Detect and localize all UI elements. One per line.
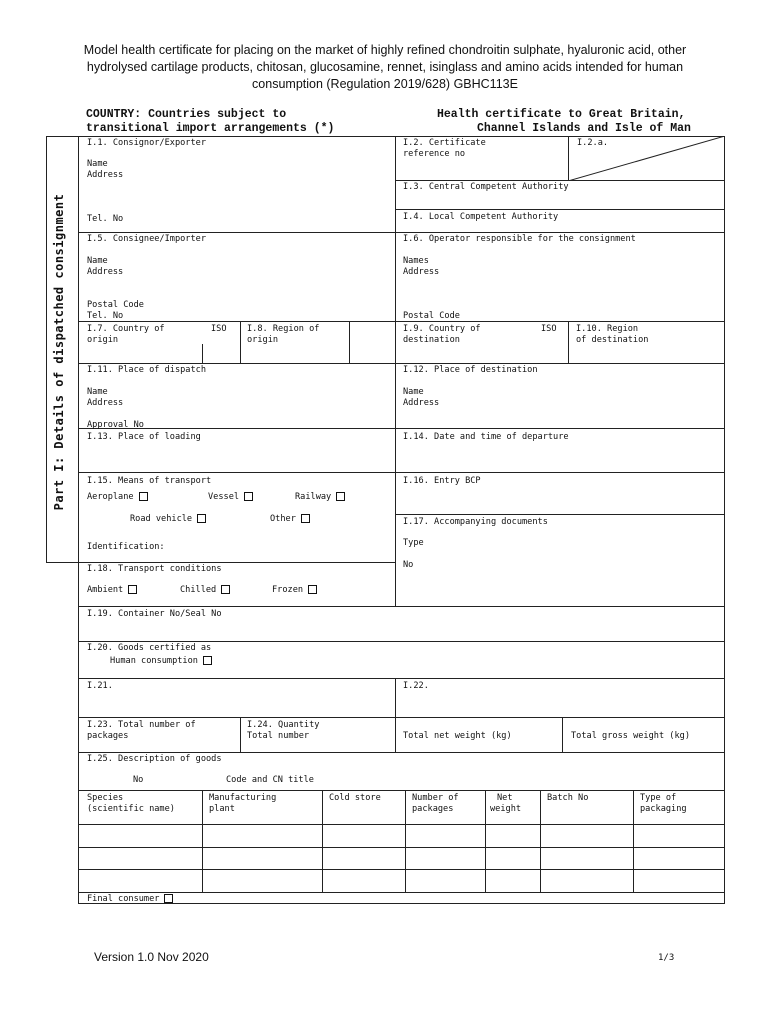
field-i23-label: I.23. Total number of <box>87 720 196 730</box>
part-one-side-label: Part I: Details of dispatched consignment <box>52 193 66 511</box>
field-i2-label: I.2. Certificate <box>403 138 486 148</box>
field-i4-label: I.4. Local Competent Authority <box>403 212 559 222</box>
road-vehicle-checkbox[interactable] <box>197 514 206 523</box>
field-i9-label-2: destination <box>403 335 460 345</box>
field-i1-tel: Tel. No <box>87 214 124 224</box>
col-net-weight: Net <box>497 793 513 803</box>
field-i19-label: I.19. Container No/Seal No <box>87 609 222 619</box>
field-i12-name: Name <box>403 387 424 397</box>
railway-checkbox[interactable] <box>336 492 345 501</box>
transport-vessel[interactable]: Vessel <box>208 492 253 503</box>
field-i11-approval: Approval No <box>87 420 144 430</box>
field-i6-address: Address <box>403 267 440 277</box>
condition-frozen[interactable]: Frozen <box>272 585 317 596</box>
col-species-2: (scientific name) <box>87 804 175 814</box>
version-footer: Version 1.0 Nov 2020 <box>94 950 209 964</box>
field-i21-label: I.21. <box>87 681 113 691</box>
field-i2a-label: I.2.a. <box>577 138 609 148</box>
field-i5-tel: Tel. No <box>87 311 124 321</box>
col-packaging-2: packaging <box>640 804 687 814</box>
field-i9-iso: ISO <box>541 324 557 334</box>
final-consumer-checkbox[interactable] <box>164 894 173 903</box>
col-packaging: Type of <box>640 793 677 803</box>
field-i15-label: I.15. Means of transport <box>87 476 212 486</box>
field-i5-postal: Postal Code <box>87 300 144 310</box>
field-i7-label: I.7. Country of <box>87 324 165 334</box>
field-i12-label: I.12. Place of destination <box>403 365 538 375</box>
field-i3-label: I.3. Central Competent Authority <box>403 182 569 192</box>
col-plant-2: plant <box>209 804 235 814</box>
col-cold-store: Cold store <box>329 793 381 803</box>
col-packages-2: packages <box>412 804 454 814</box>
condition-ambient[interactable]: Ambient <box>87 585 137 596</box>
field-i5-address: Address <box>87 267 124 277</box>
field-i24-label: I.24. Quantity <box>247 720 320 730</box>
field-i5-label: I.5. Consignee/Importer <box>87 234 206 244</box>
human-consumption-checkbox[interactable] <box>203 656 212 665</box>
field-i8-label-2: origin <box>247 335 279 345</box>
field-i13-label: I.13. Place of loading <box>87 432 201 442</box>
goods-human-consumption[interactable]: Human consumption <box>110 656 212 667</box>
field-i17-type: Type <box>403 538 424 548</box>
chilled-checkbox[interactable] <box>221 585 230 594</box>
field-i22-label: I.22. <box>403 681 429 691</box>
frozen-checkbox[interactable] <box>308 585 317 594</box>
cert-title-line-2: Channel Islands and Isle of Man <box>477 122 691 135</box>
aeroplane-checkbox[interactable] <box>139 492 148 501</box>
field-i16-label: I.16. Entry BCP <box>403 476 481 486</box>
transport-other[interactable]: Other <box>270 514 310 525</box>
field-i9-label: I.9. Country of <box>403 324 481 334</box>
field-i6-label: I.6. Operator responsible for the consignment <box>403 234 636 244</box>
field-i6-names: Names <box>403 256 429 266</box>
field-i11-label: I.11. Place of dispatch <box>87 365 206 375</box>
field-i1-name: Name <box>87 159 108 169</box>
field-i6-postal: Postal Code <box>403 311 460 321</box>
field-i8-label: I.8. Region of <box>247 324 320 334</box>
transport-road[interactable]: Road vehicle <box>130 514 206 525</box>
document-title: Model health certificate for placing on the market of highly refined chondroitin sulphate, hyaluronic acid, other hydrolysed cartilage products, chitosan, glucosamine, rennet, isinglass and amino acids intended for human consumption (Regulation 2019/628) GBHC113E <box>83 43 687 91</box>
field-identification: Identification: <box>87 542 165 552</box>
field-i10-label-2: of destination <box>576 335 649 345</box>
field-i25-code: Code and CN title <box>226 775 314 785</box>
field-i23-label-2: packages <box>87 731 129 741</box>
field-i1-address: Address <box>87 170 124 180</box>
field-i18-label: I.18. Transport conditions <box>87 564 222 574</box>
vessel-checkbox[interactable] <box>244 492 253 501</box>
field-i14-label: I.14. Date and time of departure <box>403 432 569 442</box>
transport-aeroplane[interactable]: Aeroplane <box>87 492 148 503</box>
condition-chilled[interactable]: Chilled <box>180 585 230 596</box>
field-i17-label: I.17. Accompanying documents <box>403 517 548 527</box>
col-species: Species <box>87 793 124 803</box>
transport-railway[interactable]: Railway <box>295 492 345 503</box>
ambient-checkbox[interactable] <box>128 585 137 594</box>
field-i24-label-2: Total number <box>247 731 310 741</box>
field-i1-label: I.1. Consignor/Exporter <box>87 138 206 148</box>
field-i17-no: No <box>403 560 414 570</box>
col-packages: Number of <box>412 793 459 803</box>
field-i5-name: Name <box>87 256 108 266</box>
total-net-weight-label: Total net weight (kg) <box>403 731 512 741</box>
field-i10-label: I.10. Region <box>576 324 639 334</box>
col-net-weight-2: weight <box>490 804 522 814</box>
page-number: 1/3 <box>658 953 675 963</box>
field-i11-name: Name <box>87 387 108 397</box>
other-checkbox[interactable] <box>301 514 310 523</box>
field-i12-address: Address <box>403 398 440 408</box>
col-batch: Batch No <box>547 793 589 803</box>
cert-title-line-1: Health certificate to Great Britain, <box>437 108 686 121</box>
field-i11-address: Address <box>87 398 124 408</box>
field-i2-label-2: reference no <box>403 149 466 159</box>
total-gross-weight-label: Total gross weight (kg) <box>571 731 690 741</box>
col-plant: Manufacturing <box>209 793 277 803</box>
field-i25-no: No <box>133 775 144 785</box>
field-i25-label: I.25. Description of goods <box>87 754 222 764</box>
country-line-2: transitional import arrangements (*) <box>86 122 335 135</box>
final-consumer[interactable]: Final consumer <box>87 894 173 905</box>
field-i7-iso: ISO <box>211 324 227 334</box>
field-i20-label: I.20. Goods certified as <box>87 643 212 653</box>
country-line-1: COUNTRY: Countries subject to <box>86 108 287 121</box>
field-i7-label-2: origin <box>87 335 119 345</box>
